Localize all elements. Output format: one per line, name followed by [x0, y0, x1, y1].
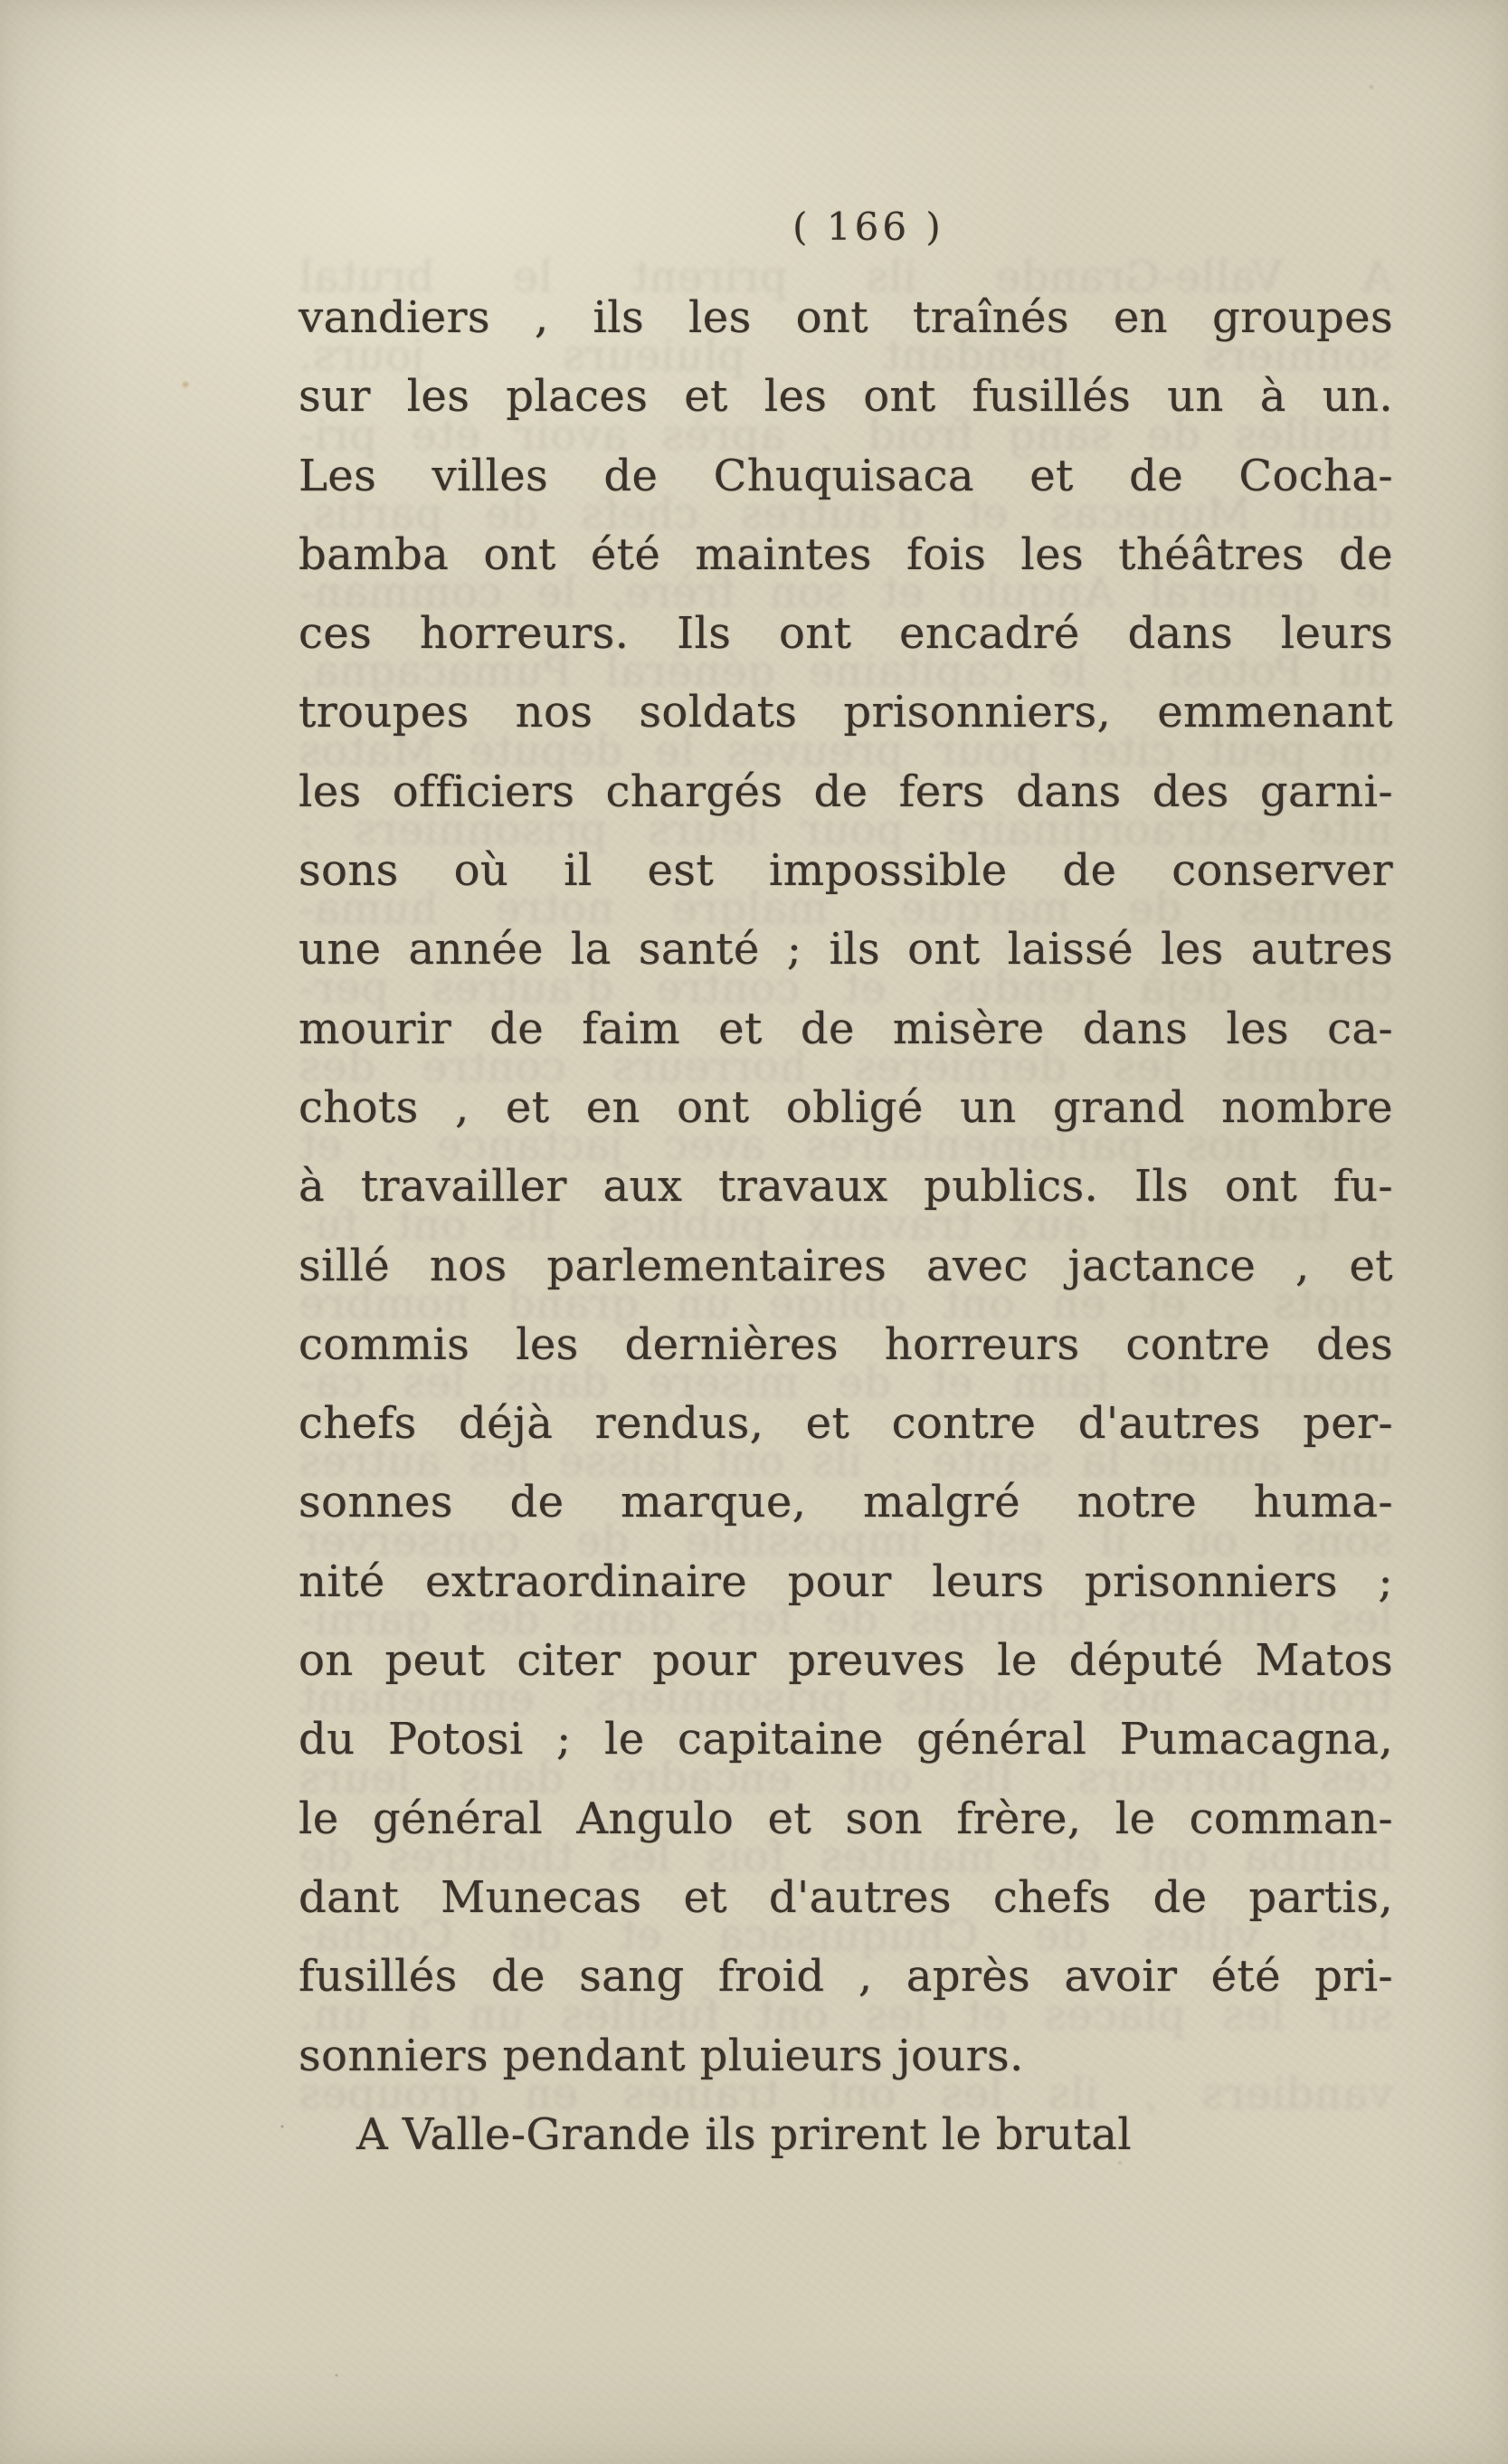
text-line: vandiers , ils les ont traînés en groupes: [299, 2068, 1393, 2119]
text-line: Les villes de Chuquisaca et de Cocha-: [299, 450, 1393, 501]
text-line: à travailler aux travaux publics. Ils ont fu-: [299, 1161, 1393, 1213]
text-line: sonniers pendant pluieurs jours.: [299, 2030, 1024, 2081]
text-column: [299, 279, 1393, 2174]
text-line: bamba ont été maintes fois les théâtres de: [299, 1831, 1393, 1882]
text-line: mourir de faim et de misère dans les ca-: [299, 1357, 1393, 1409]
text-line: sur les places et les ont fusillés un à un.: [299, 1989, 1393, 2041]
text-line: A Valle-Grande ils prirent le brutal: [299, 252, 1393, 302]
text-line: fusillés de sang froid , après avoir été pri-: [299, 1951, 1393, 2003]
text-line: troupes nos soldats prisonniers, emmenant: [299, 687, 1393, 738]
text-line: dant Munecas et d'autres chefs de partis,: [299, 488, 1393, 539]
text-line: chots , et en ont obligé un grand nombre: [299, 1278, 1393, 1329]
text-line: ces horreurs. Ils ont encadré dans leurs: [299, 1752, 1393, 1803]
text-line: sur les places et les ont fusillés un à un.: [299, 371, 1393, 423]
text-line: à travailler aux travaux publics. Ils ont fu-: [299, 1199, 1393, 1251]
text-line: le général Angulo et son frère, le comman-: [299, 1793, 1393, 1844]
text-line: dant Munecas et d'autres chefs de partis,: [299, 1871, 1393, 1923]
text-line: bamba ont été maintes fois les théâtres de: [299, 528, 1393, 580]
text-line: on peut citer pour preuves le député Matos: [299, 1635, 1393, 1687]
text-line: sillé nos parlementaires avec jactance , et: [299, 1120, 1393, 1172]
text-line: Les villes de Chuquisaca et de Cocha-: [299, 1910, 1393, 1962]
text-line: les officiers chargés de fers dans des garni-: [299, 1594, 1393, 1646]
text-line: du Potosi ; le capitaine général Pumacagna,: [299, 1714, 1393, 1765]
text-line: sonnes de marque, malgré notre huma-: [299, 883, 1393, 935]
text-line: nité extraordinaire pour leurs prisonniers ;: [299, 804, 1393, 856]
text-line: mourir de faim et de misère dans les ca-: [299, 1003, 1393, 1054]
text-line: troupes nos soldats prisonniers, emmenant: [299, 1673, 1393, 1725]
text-line: une année la santé ; ils ont laissé les autres: [299, 1436, 1393, 1488]
text-line: commis les dernières horreurs contre des: [299, 1041, 1393, 1092]
text-line: une année la santé ; ils ont laissé les autres: [299, 924, 1393, 975]
text-line: le général Angulo et son frère, le comman-: [299, 567, 1393, 619]
text-line: du Potosi ; le capitaine général Pumacagna,: [299, 646, 1393, 698]
text-line: sonniers pendant pluieurs jours.: [299, 330, 1393, 382]
text-line: commis les dernières horreurs contre des: [299, 1318, 1393, 1370]
text-line: sillé nos parlementaires avec jactance , et: [299, 1240, 1393, 1291]
text-line: chefs déjà rendus, et contre d'autres per-: [299, 1398, 1393, 1450]
text-line: nité extraordinaire pour leurs prisonniers ;: [299, 1555, 1393, 1607]
text-line: sons où il est impossible de conserver: [299, 845, 1393, 897]
text-line: ces horreurs. Ils ont encadré dans leurs: [299, 608, 1393, 660]
text-line: A Valle-Grande ils prirent le brutal: [356, 2108, 1133, 2160]
text-line: chots , et en ont obligé un grand nombre: [299, 1081, 1393, 1133]
text-line: on peut citer pour preuves le député Matos: [299, 725, 1393, 776]
text-line: fusillés de sang froid , après avoir été pri-: [299, 409, 1393, 461]
text-line: chefs déjà rendus, et contre d'autres per-: [299, 962, 1393, 1013]
page-number: ( 166 ): [792, 205, 944, 249]
text-line: sons où il est impossible de conserver: [299, 1515, 1393, 1566]
text-line: vandiers , ils les ont traînés en groupes: [299, 292, 1393, 343]
text-line: sonnes de marque, malgré notre huma-: [299, 1477, 1393, 1528]
text-line: les officiers chargés de fers dans des garni-: [299, 766, 1393, 817]
